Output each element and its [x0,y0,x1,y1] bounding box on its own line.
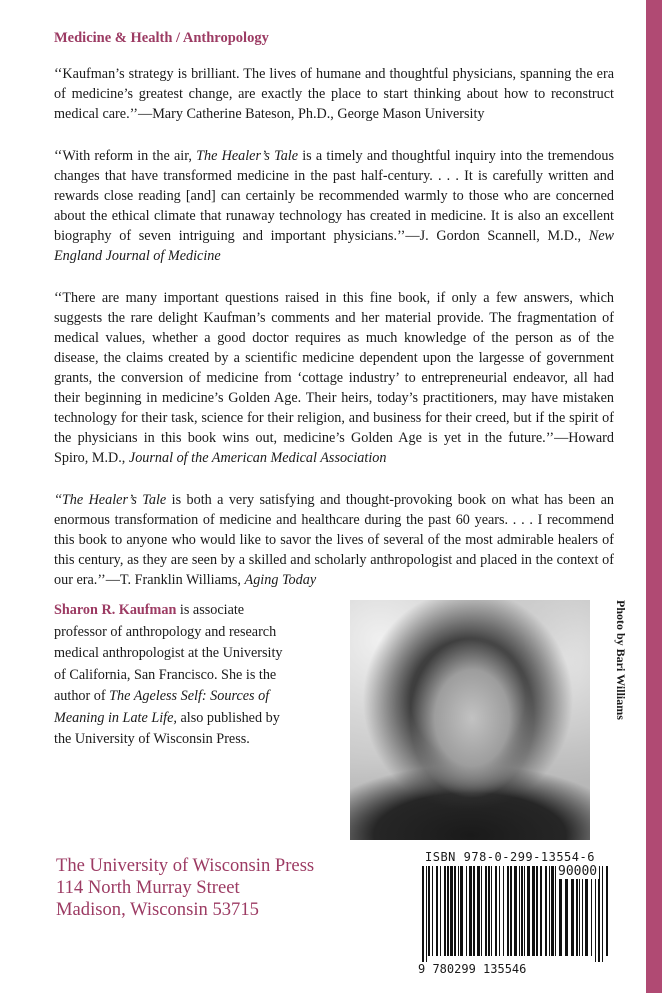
price-code: 90000 [558,864,598,879]
barcode-bar [598,866,600,962]
barcode-bar [499,866,500,956]
barcode-bar [488,866,490,956]
barcode-bar [576,866,578,956]
barcode-bar [527,866,530,956]
barcode-bar [524,866,525,956]
quote-italic-text: The Healer’s Tale [196,148,299,164]
isbn-label: ISBN 978-0-299-13554-6 [425,850,595,864]
barcode-bar [510,866,512,956]
barcode-bar [549,866,550,956]
publisher-city: Madison, Wisconsin 53715 [56,899,259,920]
barcode-bar [559,866,562,956]
barcode-bar [436,866,438,956]
bio-text-before: is associate professor of anthropology and research medical anthropologist at the University of California, San Francisco. She is the author of [54,602,283,704]
barcode-bar [540,866,542,956]
barcode-bar [481,866,482,956]
barcode-bar [565,866,568,956]
barcode-bar [428,866,430,956]
barcode-bar [606,866,608,956]
barcode-bar [519,866,520,956]
barcode-bar [491,866,492,956]
barcode-bar [450,866,453,956]
quote-text: ‘‘With reform in the air, [54,148,197,164]
barcode-bar [585,866,588,956]
category-heading: Medicine & Health / Anthropology [54,30,269,46]
barcode-bar [602,866,603,962]
barcode-bar [591,866,592,956]
barcode-digits: 9 780299 135546 [418,962,527,976]
quote-text: ‘‘There are many important questions raised in this fine book, if only a few answers, which suggests the rare delight Kaufman’s comments and her material provide. The fragmentation of medical values, whether a good doctor requires as much knowledge of the person as of the disease, the claims created by a scientific medicine dependent upon the largesse of government grants, the conversion of medicine from ‘cottage industry’ to entrepreneurial endeavor, all had their beginning in medicine’s Golden Age. Their heirs, today’s practitioners, may have mistaken technology for their task, science for their religion, and business for their creed, but if the spirit of the physicians in this book wins out, medicine’s Golden Age is yet in the future.’’—Howard Spiro, M.D., [54,290,614,466]
barcode-bar [440,866,441,956]
publisher-address [56,855,314,921]
spine-stripe [646,0,662,993]
barcode-bar [582,866,583,956]
review-quote [54,288,614,468]
review-quotes [54,64,614,608]
barcode-bar [477,866,480,956]
author-bio [54,600,292,751]
barcode-bar [551,866,554,956]
review-quote [54,146,614,266]
review-quote [54,64,614,124]
author-name: Sharon R. Kaufman [54,602,177,618]
barcode-bar [469,866,472,956]
barcode-bar [503,866,504,956]
publisher-name: The University of Wisconsin Press [56,855,315,876]
barcode-bar [458,866,459,956]
barcode-bar [514,866,517,956]
barcode-bar [432,866,433,956]
author-photo [350,600,590,840]
barcode-bar [426,866,427,962]
barcode-bar [571,866,574,956]
barcode-bar [495,866,497,956]
barcode-bar [485,866,487,956]
barcode-bar [454,866,456,956]
barcode-bar [444,866,446,956]
barcode-bar [447,866,449,956]
quote-italic-text: Aging Today [244,572,317,588]
barcode-bar [422,866,424,962]
barcode-bar [521,866,523,956]
barcode-bar [536,866,538,956]
barcode-bar [555,866,556,956]
photo-credit: Photo by Bari Williams [614,600,628,720]
barcode-bar [579,866,580,956]
publisher-street: 114 North Murray Street [56,877,240,898]
barcode-bar [460,866,463,956]
bio-text-after: also published by the University of Wisconsin Press. [54,709,280,747]
barcode-bar [545,866,547,956]
bio-book-title: The Ageless Self: Sources of Meaning in Late Life, [54,688,270,726]
quote-italic-text: Journal of the American Medical Association [128,450,387,466]
quote-italic-text: New England Journal of Medicine [54,228,614,264]
barcode-bar [595,866,596,962]
barcode-bar [507,866,509,956]
quote-text: is a timely and thoughtful inquiry into the tremendous changes that have transformed medicine in the past half-century. . . . It is carefully written and rewards close reading [and] can certainly be recommended warmly to those who are concerned about the ethical climate that runaway technology has created in medicine. It is also an excellent biography of seven intriguing and important physicians.’’—J. Gordon Scannell, M.D., [54,148,614,244]
quote-text: ‘‘Kaufman’s strategy is brilliant. The lives of humane and thoughtful physicians, spanning the era of medicine’s greatest change, are exactly the place to start thinking about how to reconstruct medical care.’’—Mary Catherine Bateson, Ph.D., George Mason University [54,66,614,122]
quote-italic-text: ‘‘The Healer’s Tale [54,492,167,508]
review-quote [54,490,614,590]
barcode-bar [466,866,467,956]
quote-text: is both a very satisfying and thought-provoking book on what has been an enormous transformation of medicine and healthcare during the past 60 years. . . . I recommend this book to anyone who would like to savor the lives of several of the most admirable healers of this century, as they are seen by a skilled and scholarly anthropologist and placed in the context of our era.’’—T. Franklin Williams, [54,492,614,588]
barcode [418,866,618,976]
barcode-bar [532,866,535,956]
barcode-bar [473,866,475,956]
barcode-bars [418,866,618,962]
